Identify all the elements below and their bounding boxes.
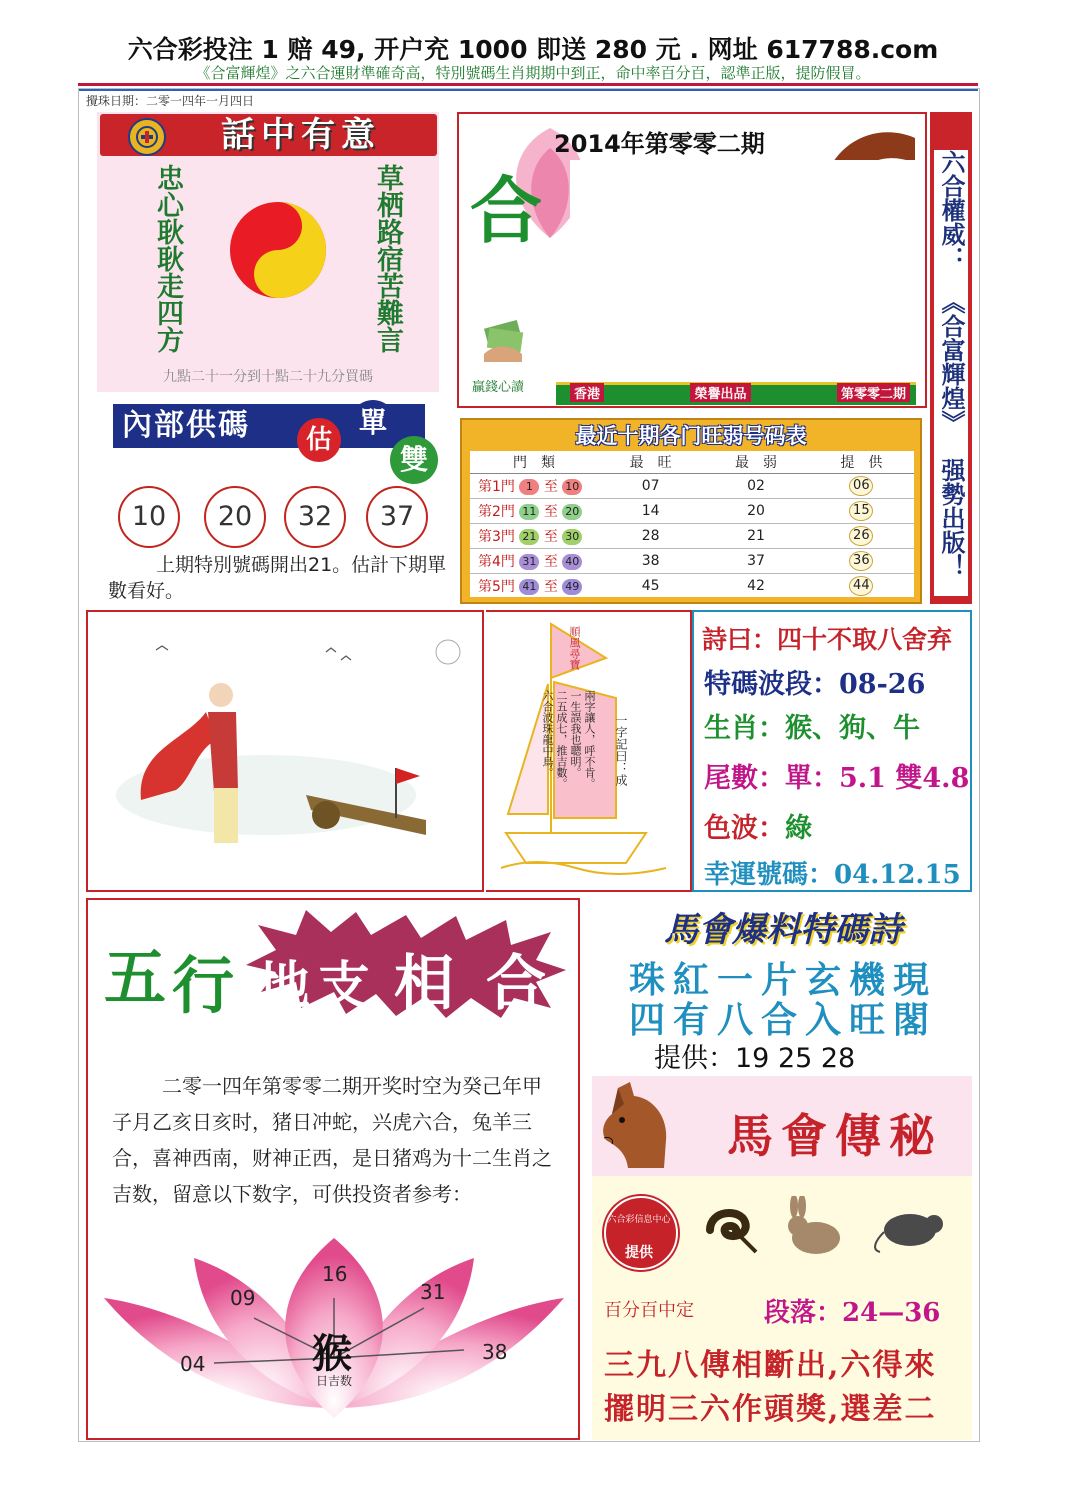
internal-number: 32 <box>284 486 346 548</box>
range-to-ball: 49 <box>562 579 582 595</box>
pick-number: 06 <box>849 476 873 496</box>
door-cell <box>470 549 598 574</box>
lotus-center-caption: 日吉数 <box>316 1374 353 1388</box>
secret-poem1: 三九八傳相斷出,六得來 <box>604 1348 937 1383</box>
coin-logo-icon <box>128 118 166 156</box>
five-title-char: 支 <box>318 956 371 1017</box>
ribbon-item: 第零零二期 <box>837 383 910 402</box>
tips-wave-row <box>704 662 925 701</box>
tail-double: 雙4.8 <box>895 763 970 794</box>
range-from-ball: 31 <box>519 554 539 570</box>
horse-poem-line1: 珠紅一片玄機現 <box>628 959 937 1001</box>
internal-number: 10 <box>118 486 180 548</box>
masthead-big-char: 合 <box>470 168 543 253</box>
verse-line: 一生誤我也聰明。 <box>569 690 582 778</box>
pick-cell <box>809 549 914 574</box>
side-banner-top: 六合權威： <box>937 150 966 270</box>
side-banner-bracket: 《合富輝煌》 <box>937 290 966 434</box>
info-stamp-center: 提供 <box>625 1245 653 1261</box>
pick-cell <box>809 474 914 499</box>
pick-number: 26 <box>849 526 873 546</box>
five-paragraph: 二零一四年第零零二期开奖时空为癸己年甲子月乙亥日亥时，猪日冲蛇，兴虎六合，兔羊三合，喜神西南，财神正西，是日猪鸡为十二生肖之吉数，留意以下数字，可供投资者参考： <box>112 1074 552 1206</box>
min-cell: 20 <box>703 499 808 524</box>
pick-cell <box>809 499 914 524</box>
range-to-label: 至 <box>543 579 558 595</box>
table-title: 最近十期各门旺弱号码表 <box>575 423 807 448</box>
provide-label: 提供： <box>654 1043 735 1074</box>
motto-right-column: 草栖路宿苦難言 <box>372 164 403 353</box>
door-label: 第4門 <box>478 554 515 570</box>
header-rule-red <box>78 83 978 86</box>
sub-line: 《合富輝煌》之六合運財準確奇高，特別號碼生肖期期中到正，命中率百分百，認準正版，提防假冒。 <box>195 64 871 82</box>
tips-lucky-row <box>704 854 961 891</box>
money-caption: 贏錢心讀 <box>472 380 525 395</box>
five-title-char: 行 <box>172 949 235 1022</box>
range-to-ball: 10 <box>562 479 582 495</box>
min-cell: 02 <box>703 474 808 499</box>
door-cell <box>470 499 598 524</box>
tail-single: 單：5.1 <box>785 763 886 794</box>
internal-note: 上期特別號碼開出21。估計下期單數看好。 <box>108 554 447 602</box>
door-cell <box>470 524 598 549</box>
door-label: 第1門 <box>478 479 515 495</box>
door-label: 第5門 <box>478 579 515 595</box>
color-value: 綠 <box>785 813 812 844</box>
max-cell: 28 <box>598 524 703 549</box>
table-column-header: 最 弱 <box>703 451 808 474</box>
tail-label: 尾數： <box>704 763 785 794</box>
table-row <box>470 574 914 599</box>
masthead-issue: 2014年第零零二期 <box>554 130 765 158</box>
max-cell: 38 <box>598 549 703 574</box>
masthead-ribbon-items <box>570 382 910 402</box>
secret-section <box>764 1292 940 1329</box>
lotus-center-char: 猴 <box>312 1330 352 1377</box>
draw-date: 攪珠日期：二零一四年一月四日 <box>86 94 255 108</box>
wave-range-value: 08-26 <box>839 669 926 700</box>
range-from-ball: 11 <box>519 504 539 520</box>
zodiac-label: 生肖： <box>704 713 785 744</box>
secret-title: 馬會傳秘 <box>727 1109 943 1163</box>
range-to-ball: 40 <box>562 554 582 570</box>
five-title-char: 五 <box>104 941 167 1014</box>
door-cell <box>470 574 598 599</box>
lotus-number: 31 <box>420 1280 446 1304</box>
range-to-label: 至 <box>543 529 558 545</box>
motto-left-column: 忠心耿耿走四方 <box>152 164 183 353</box>
snake-icon <box>700 1200 760 1264</box>
yin-yang-icon <box>228 200 328 304</box>
tips-color-row <box>704 806 812 845</box>
ribbon-item: 榮譽出品 <box>690 383 750 402</box>
horse-head-icon <box>598 1080 674 1176</box>
zodiac-value: 猴、狗、牛 <box>785 713 920 744</box>
table-row <box>470 549 914 574</box>
lotus-number: 09 <box>230 1286 256 1310</box>
section-label: 段落： <box>764 1298 843 1328</box>
promo-line: 六合彩投注 1 赔 49, 开户充 1000 即送 280 元 . 网址 617788.com <box>127 35 939 64</box>
ribbon-item: 香港 <box>570 383 604 402</box>
five-title <box>104 918 574 1022</box>
range-to-ball: 30 <box>562 529 582 545</box>
info-stamp-ring: 六合彩信息中心 <box>607 1215 671 1225</box>
rabbit-icon <box>780 1196 850 1264</box>
range-to-label: 至 <box>543 479 558 495</box>
table-column-header: 提 供 <box>809 451 914 474</box>
color-label: 色波： <box>704 813 785 844</box>
provide-numbers: 19 25 28 <box>735 1043 856 1074</box>
secret-sure-label: 百分百中定 <box>604 1300 694 1321</box>
horse-poem-provide <box>654 1036 855 1075</box>
motto-footer: 九點二十一分到十點二十九分買碼 <box>163 369 373 385</box>
horse-poem-line2: 四有八合入旺閣 <box>628 999 937 1041</box>
door-label: 第3門 <box>478 529 515 545</box>
masthead-blank-area <box>570 160 922 366</box>
badge-double: 雙 <box>390 436 438 484</box>
five-title-char: 合 <box>486 949 546 1019</box>
table-column-header: 最 旺 <box>598 451 703 474</box>
tips-tail-row <box>704 756 969 795</box>
lotus-number: 16 <box>322 1262 348 1286</box>
table-header-row <box>470 451 914 474</box>
money-icon <box>480 318 526 368</box>
table-row <box>470 524 914 549</box>
horse-poem-title: 馬會爆料特碼詩 <box>664 910 902 950</box>
lotus-number: 38 <box>482 1340 508 1364</box>
verse-line: 二五成七，推吉數。 <box>555 690 568 789</box>
boat-flag-text: 順風尋寶 <box>568 626 581 670</box>
ratio-table <box>470 451 914 598</box>
max-cell: 14 <box>598 499 703 524</box>
pick-cell <box>809 524 914 549</box>
pick-number: 36 <box>849 551 873 571</box>
min-cell: 37 <box>703 549 808 574</box>
badge-single: 單 <box>350 400 396 446</box>
table-body <box>470 451 914 597</box>
internal-number: 37 <box>366 486 428 548</box>
secret-poem2: 擺明三六作頭獎,選差二 <box>604 1392 937 1427</box>
range-from-ball: 1 <box>519 479 539 495</box>
five-title-char: 地 <box>258 956 311 1017</box>
table-column-header: 門 類 <box>470 451 598 474</box>
range-to-label: 至 <box>543 504 558 520</box>
max-cell: 07 <box>598 474 703 499</box>
range-from-ball: 21 <box>519 529 539 545</box>
table-row <box>470 499 914 524</box>
pick-cell <box>809 574 914 599</box>
wave-range-label: 特碼波段： <box>704 669 839 700</box>
pick-number: 15 <box>849 501 873 521</box>
badge-guess: 估 <box>297 418 341 462</box>
min-cell: 21 <box>703 524 808 549</box>
boat-verse <box>540 690 596 820</box>
verse-line: 六合波珠龍中鳥。 <box>541 690 554 778</box>
lucky-label: 幸運號碼： <box>704 860 835 890</box>
lucky-value: 04.12.15 <box>834 860 961 890</box>
range-from-ball: 41 <box>519 579 539 595</box>
scholar-cannon-illustration <box>96 620 476 886</box>
internal-title: 內部供碼 <box>122 408 250 443</box>
door-cell <box>470 474 598 499</box>
rat-icon <box>870 1202 950 1258</box>
pick-number: 44 <box>849 576 873 596</box>
range-to-ball: 20 <box>562 504 582 520</box>
tips-poem: 詩曰：四十不取八舍弃 <box>702 625 953 654</box>
section-value: 24—36 <box>842 1298 941 1328</box>
boat-line-one: 一字記曰：成 <box>614 714 628 786</box>
side-banner-bottom: 强勢出版！ <box>937 458 966 578</box>
internal-number: 20 <box>204 486 266 548</box>
lotus-number: 04 <box>180 1352 206 1376</box>
door-label: 第2門 <box>478 504 515 520</box>
min-cell: 42 <box>703 574 808 599</box>
tips-zodiac-row <box>704 706 920 745</box>
range-to-label: 至 <box>543 554 558 570</box>
table-row <box>470 474 914 499</box>
verse-line: 兩字讓人，呼不肯。 <box>583 690 596 789</box>
five-title-char: 相 <box>394 949 454 1019</box>
motto-title: 話中有意 <box>221 115 381 155</box>
max-cell: 45 <box>598 574 703 599</box>
